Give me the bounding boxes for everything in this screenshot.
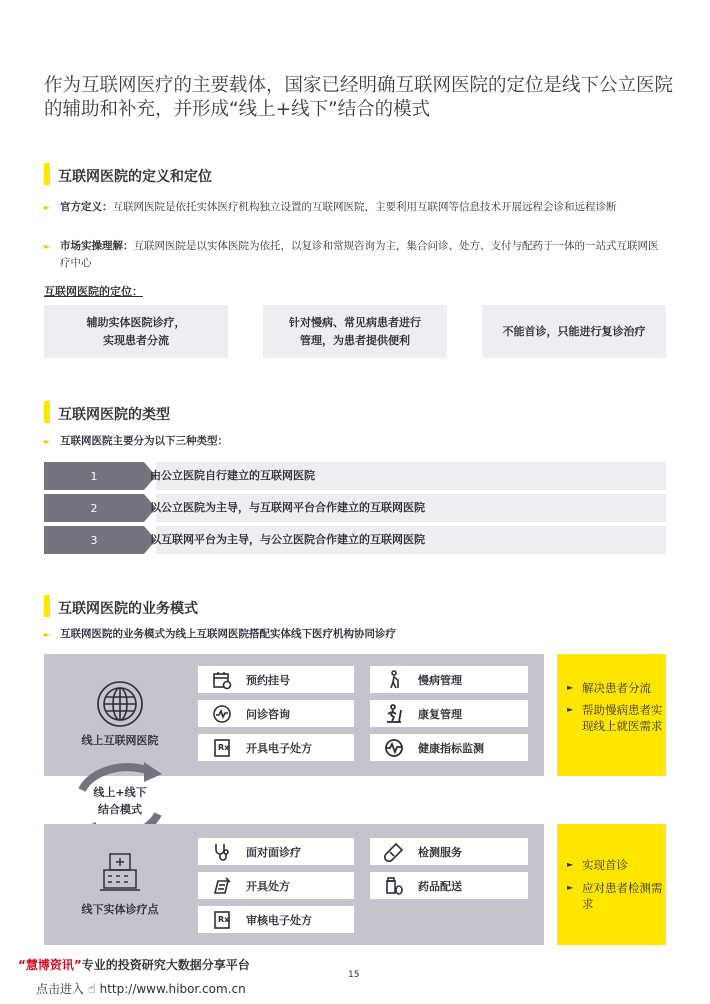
heart-monitor-icon xyxy=(370,738,418,758)
svg-text:Rx: Rx xyxy=(218,914,230,924)
type-text: 以公立医院为主导，与互联网平台合作建立的互联网医院 xyxy=(150,501,425,514)
bullet-market-understanding xyxy=(44,238,666,272)
page-headline: 作为互联网医疗的主要载体，国家已经明确互联网医院的定位是线下公立医院的辅助和补充，并形成“线上+线下”结合的模式 xyxy=(44,75,674,120)
bullet-text: 互联网医院是依托实体医疗机构独立设置的互联网医院，主要利用互联网等信息技术开展远程会诊和远程诊断 xyxy=(112,201,617,213)
benefit-item: ► 实现首诊 xyxy=(567,858,628,872)
footer-brand: “慧博资讯” xyxy=(18,958,82,972)
svg-text:Rx: Rx xyxy=(218,742,230,752)
section-marker xyxy=(44,401,50,423)
triangle-bullet-icon: ► xyxy=(44,242,51,251)
benefit-item: ► 应对患者检测需求 xyxy=(567,881,663,911)
hand-pointer-icon: ☝ xyxy=(87,982,96,997)
prescription-icon xyxy=(198,910,246,930)
footer-slogan: 专业的投资研究大数据分享平台 xyxy=(81,958,250,972)
medicine-icon xyxy=(370,876,418,896)
type-text: 由公立医院自行建立的互联网医院 xyxy=(150,469,315,482)
bullet-types-intro xyxy=(44,433,666,450)
prescription-icon xyxy=(198,738,246,758)
bullet-text: 互联网医院主要分为以下三种类型： xyxy=(60,435,228,447)
page-number: 15 xyxy=(348,970,360,980)
section-title-definition: 互联网医院的定义和定位 xyxy=(58,169,212,185)
item-label: 开具电子处方 xyxy=(246,741,312,755)
section-title-types: 互联网医院的类型 xyxy=(58,407,170,423)
type-row-2 xyxy=(44,494,666,522)
online-item-e-prescription xyxy=(198,734,354,761)
triangle-bullet-icon: ► xyxy=(44,437,51,446)
offline-item-review-e-prescription xyxy=(198,906,354,933)
online-benefits-box xyxy=(557,654,666,776)
offline-benefits-box xyxy=(557,824,666,945)
footer-url-link[interactable]: http://www.hibor.com.cn xyxy=(99,982,246,996)
elderly-cane-icon xyxy=(370,670,418,690)
stethoscope-icon xyxy=(198,842,246,862)
bullet-business-intro xyxy=(44,626,666,643)
writing-icon xyxy=(198,876,246,896)
combined-mode-label: 线上+线下 结合模式 xyxy=(93,786,147,816)
positioning-box-1: 辅助实体医院诊疗， 实现患者分流 xyxy=(44,305,228,358)
test-tube-icon xyxy=(370,842,418,862)
treadmill-icon xyxy=(370,704,418,724)
footer-brand-line xyxy=(18,956,250,973)
footer-link-line xyxy=(36,980,246,997)
offline-item-drug-delivery xyxy=(370,872,528,899)
positioning-title: 互联网医院的定位： xyxy=(44,285,143,298)
benefit-item: ► 解决患者分流 xyxy=(567,681,651,695)
item-label: 康复管理 xyxy=(418,707,462,721)
item-label: 问诊咨询 xyxy=(246,707,290,721)
calendar-icon xyxy=(198,670,246,690)
bullet-label: 官方定义： xyxy=(60,201,113,213)
triangle-bullet-icon: ► xyxy=(44,203,51,212)
section-marker xyxy=(44,163,50,185)
item-label: 面对面诊疗 xyxy=(246,845,301,859)
section-marker xyxy=(44,595,50,617)
online-item-health-monitor xyxy=(370,734,528,761)
type-number: 1 xyxy=(44,462,144,490)
online-item-chronic xyxy=(370,666,528,693)
triangle-bullet-icon: ► xyxy=(44,630,51,639)
type-number: 3 xyxy=(44,526,144,554)
bullet-text: 互联网医院是以实体医院为依托，以复诊和常规咨询为主，集合问诊、处方、支付与配药于一体的一站式互联网医疗中心 xyxy=(60,240,659,269)
footer-link-prefix: 点击进入 xyxy=(36,982,85,996)
positioning-box-3: 不能首诊，只能进行复诊治疗 xyxy=(482,305,666,358)
type-row-1 xyxy=(44,462,666,490)
section-title-business-model: 互联网医院的业务模式 xyxy=(58,601,198,617)
item-label: 检测服务 xyxy=(418,845,462,859)
item-label: 开具处方 xyxy=(246,879,290,893)
item-label: 审核电子处方 xyxy=(246,913,312,927)
pulse-chat-icon xyxy=(198,704,246,724)
bullet-official-definition xyxy=(44,199,666,216)
offline-item-face-to-face xyxy=(198,838,354,865)
globe-icon xyxy=(94,678,146,734)
benefit-item: ► 帮助慢病患者实现线上就医需求 xyxy=(567,703,663,733)
online-item-appointment xyxy=(198,666,354,693)
positioning-box-2: 针对慢病、常见病患者进行 管理，为患者提供便利 xyxy=(263,305,447,358)
offline-item-prescription xyxy=(198,872,354,899)
item-label: 慢病管理 xyxy=(418,673,462,687)
type-number: 2 xyxy=(44,494,144,522)
online-item-consultation xyxy=(198,700,354,727)
hospital-building-icon xyxy=(100,852,140,896)
bullet-text: 互联网医院的业务模式为线上互联网医院搭配实体线下医疗机构协同诊疗 xyxy=(60,628,396,640)
offline-clinic-label: 线下实体诊疗点 xyxy=(81,903,159,916)
online-item-rehab xyxy=(370,700,528,727)
item-label: 药品配送 xyxy=(418,879,462,893)
online-hospital-label: 线上互联网医院 xyxy=(81,734,159,747)
item-label: 预约挂号 xyxy=(246,673,290,687)
type-text: 以互联网平台为主导，与公立医院合作建立的互联网医院 xyxy=(150,533,425,546)
type-row-3 xyxy=(44,526,666,554)
bullet-label: 市场实操理解： xyxy=(60,240,134,252)
offline-item-testing xyxy=(370,838,528,865)
item-label: 健康指标监测 xyxy=(418,741,484,755)
